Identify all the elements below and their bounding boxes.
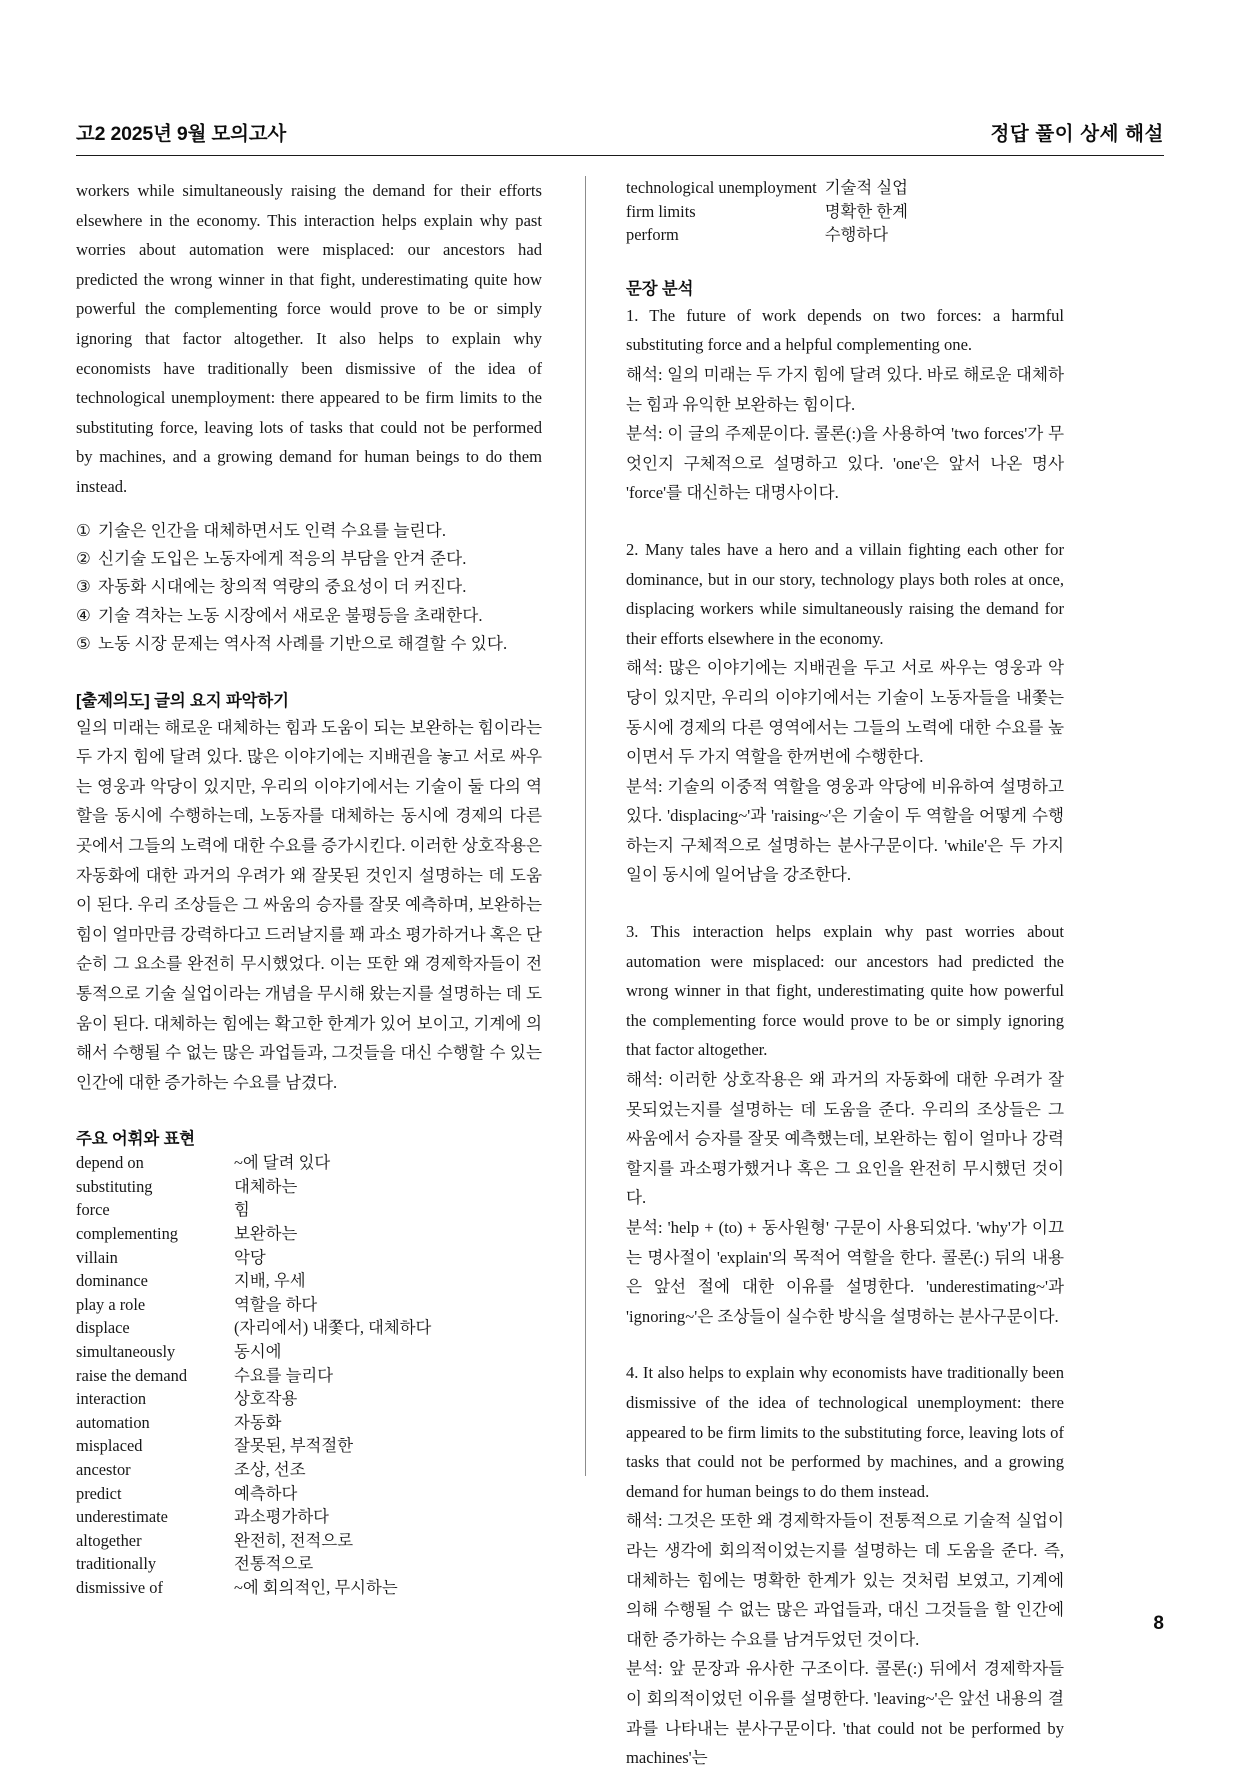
vocab-meaning: 자동화 (234, 1412, 282, 1432)
vocab-row (76, 1269, 542, 1293)
vocab-meaning: 잘못된, 부적절한 (234, 1436, 354, 1456)
question-intent-body: 일의 미래는 해로운 대체하는 힘과 도움이 되는 보완하는 힘이라는 두 가지 힘에 달려 있다. 많은 이야기에는 지배권을 놓고 서로 싸우는 영웅과 악당이 있지만, 우리의 이야기에서는 기술이 둘 다의 역할을 동시에 수행하는데, 노동자를 대체하는 동시에 경제의 다른 곳에서 그들의 노력에 대한 수요를 증가시킨다. 이러한 상호작용은 자동화에 대한 과거의 우려가 왜 잘못된 것인지 설명하는 데 도움이 된다. 우리 조상들은 그 싸움의 승자를 잘못 예측하며, 보완하는 힘이 얼마만큼 강력하다고 드러날지를 꽤 과소 평가하거나 혹은 단순히 그 요소를 완전히 무시했었다. 이는 또한 왜 경제학자들이 전통적으로 기술 실업이라는 개념을 무시해 왔는지를 설명하는 데 도움이 된다. 대체하는 힘에는 확고한 한계가 있어 보이고, 기계에 의해서 수행될 수 없는 많은 과업들과, 그것들을 대신 수행할 수 있는 인간에 대한 증가하는 수요를 남겼다. (76, 717, 542, 1092)
analysis-item (626, 1358, 1064, 1772)
vocab-term: force (76, 1200, 110, 1220)
choice-item[interactable] (76, 517, 542, 545)
choice-text: 노동 시장 문제는 역사적 사례를 기반으로 해결할 수 있다. (97, 634, 508, 654)
passage-continued-paragraph: workers while simultaneously raising the demand for their efforts elsewhere in the economy. This interaction helps explain why past worries about automation were misplaced: our ancestors had predicted the wrong winner in that fight, underestimating quite how powerful the complementing force would prove to be or simply ignoring that factor altogether. It also helps to explain why economists have traditionally been dismissive of the idea of technological unemployment: there appeared to be firm limits to the substituting force, leaving lots of tasks that could not be performed by machines, and a growing demand for human beings to do them instead. (76, 181, 542, 496)
choice-marker: ⑤ (76, 634, 91, 654)
analysis-translation: 해석: 그것은 또한 왜 경제학자들이 전통적으로 기술적 실업이라는 생각에 회의적이었는지를 설명하는 데 도움을 준다. 즉, 대체하는 힘에는 명확한 한계가 있는 것처럼 보였고, 기계에 의해 수행될 수 없는 많은 과업들과, 대신 그것들을 할 인간에 대한 증가하는 수요를 남겨두었던 것이다. (626, 1511, 1064, 1649)
header-section-title: 정답 풀이 상세 해설 (990, 123, 1164, 145)
vocab-term: dominance (76, 1271, 148, 1291)
vocab-meaning: ~에 회의적인, 무시하는 (234, 1577, 398, 1597)
vocab-row (76, 1175, 542, 1199)
choice-text: 기술 격차는 노동 시장에서 새로운 불평등을 초래한다. (97, 605, 483, 625)
vocab-row (626, 176, 1064, 200)
choice-text: 자동화 시대에는 창의적 역량의 중요성이 더 커진다. (97, 577, 467, 597)
vocab-meaning: 상호작용 (234, 1389, 298, 1409)
vocab-meaning: 수행하다 (824, 225, 889, 245)
choice-marker: ④ (76, 605, 91, 625)
vocab-row (76, 1505, 542, 1529)
vocab-term: automation (76, 1412, 150, 1432)
vocab-meaning: 수요를 늘리다 (234, 1365, 334, 1385)
vocab-term: predict (76, 1483, 122, 1503)
vocab-term: villain (76, 1247, 118, 1267)
vocab-term: complementing (76, 1224, 178, 1244)
vocab-meaning: 명확한 한계 (824, 201, 908, 221)
vocabulary-heading: 주요 어휘와 표현 (76, 1130, 196, 1149)
vocab-row (76, 1222, 542, 1246)
vocab-meaning: (자리에서) 내쫓다, 대체하다 (234, 1318, 432, 1338)
choice-item[interactable] (76, 602, 542, 630)
vocab-row (76, 1364, 542, 1388)
vocab-term: underestimate (76, 1507, 168, 1527)
analysis-translation: 해석: 많은 이야기에는 지배권을 두고 서로 싸우는 영웅과 악당이 있지만, 우리의 이야기에서는 기술이 노동자들을 내쫓는 동시에 경제의 다른 영역에서는 그들의 노력에 대한 수요를 높이면서 두 가지 역할을 한꺼번에 수행한다. (626, 658, 1064, 767)
vocab-row (76, 1458, 542, 1482)
analysis-note: 분석: 기술의 이중적 역할을 영웅과 악당에 비유하여 설명하고 있다. 'displacing~'과 'raising~'은 기술이 두 역할을 어떻게 수행하는지 구체적으로 설명하는 분사구문이다. 'while'은 두 가지 일이 동시에 일어남을 강조한다. (626, 776, 1064, 885)
vocab-meaning: 예측하다 (234, 1483, 298, 1503)
page-number: 8 (1153, 1613, 1164, 1634)
vocabulary-table-continued (626, 176, 1064, 247)
vocab-meaning: 대체하는 (234, 1176, 298, 1196)
choice-item[interactable] (76, 545, 542, 573)
analysis-english: 3. This interaction helps explain why past worries about automation were misplaced: our ancestors had predicted the wrong winner in that fight, underestimating quite how powerful the complementing force would prove to be or simply ignoring that factor altogether. (626, 922, 1064, 1060)
vocab-row (76, 1529, 542, 1553)
vocab-row (76, 1246, 542, 1270)
choice-item[interactable] (76, 630, 542, 658)
analysis-item (626, 301, 1064, 508)
vocab-row (76, 1411, 542, 1435)
vocab-meaning: 전통적으로 (234, 1554, 314, 1574)
vocab-row (76, 1293, 542, 1317)
vocab-term: ancestor (76, 1460, 131, 1479)
vocab-meaning: 역할을 하다 (234, 1294, 318, 1314)
vocab-term: raise the demand (76, 1365, 188, 1385)
header-divider-rule (76, 155, 1164, 156)
vocab-term: perform (626, 225, 679, 245)
answer-choices-list (76, 517, 542, 659)
analysis-english: 2. Many tales have a hero and a villain fighting each other for dominance, but in our story, technology plays both roles at once, displacing workers while simultaneously raising the demand for their efforts elsewhere in the economy. (626, 539, 1064, 648)
vocab-row (76, 1198, 542, 1222)
page-header (76, 118, 1164, 146)
vocab-term: displace (76, 1318, 130, 1338)
vocab-row (626, 200, 1064, 224)
vocab-row (76, 1552, 542, 1576)
analysis-note: 분석: 'help + (to) + 동사원형' 구문이 사용되었다. 'why'가 이끄는 명사절이 'explain'의 목적어 역할을 한다. 콜론(:) 뒤의 내용은 앞선 절에 대한 이유를 설명한다. 'underestimating~'과 'ignoring~'은 조상들이 실수한 방식을 설명하는 분사구문이다. (626, 1218, 1064, 1326)
vocab-term: technological unemployment (626, 178, 817, 197)
choice-marker: ② (76, 548, 91, 568)
vocab-row (76, 1434, 542, 1458)
analysis-note: 분석: 앞 문장과 유사한 구조이다. 콜론(:) 뒤에서 경제학자들이 회의적이었던 이유를 설명한다. 'leaving~'은 앞선 내용의 결과를 나타내는 분사구문이다. 'that could not be performed by machines'는 (626, 1659, 1064, 1768)
choice-marker: ③ (76, 577, 91, 597)
sentence-analysis-heading: 문장 분석 (626, 279, 694, 298)
vocab-meaning: 기술적 실업 (824, 178, 908, 197)
vocab-meaning: 힘 (234, 1200, 250, 1220)
analysis-item (626, 917, 1064, 1331)
vocab-term: interaction (76, 1389, 147, 1409)
vocab-row (76, 1340, 542, 1364)
analysis-english: 1. The future of work depends on two forces: a harmful substituting force and a helpful complementing one. (626, 305, 1064, 355)
vocab-term: play a role (76, 1294, 146, 1314)
analysis-translation: 해석: 일의 미래는 두 가지 힘에 달려 있다. 바로 해로운 대체하는 힘과 유익한 보완하는 힘이다. (626, 364, 1064, 414)
choice-text: 기술은 인간을 대체하면서도 인력 수요를 늘린다. (97, 520, 447, 540)
vocab-term: firm limits (626, 201, 696, 221)
two-column-body (76, 176, 1164, 1768)
vocab-meaning: 과소평가하다 (234, 1507, 329, 1527)
choice-item[interactable] (76, 573, 542, 601)
analysis-note: 분석: 이 글의 주제문이다. 콜론(:)을 사용하여 'two forces'가 무엇인지 구체적으로 설명하고 있다. 'one'은 앞서 나온 명사 'force'를 대신하는 대명사이다. (626, 424, 1064, 503)
analysis-english: 4. It also helps to explain why economists have traditionally been dismissive of the idea of technological unemployment: there appeared to be firm limits to the substituting force, leaving lots of tasks that could not be performed by machines, and a growing demand for human beings to do them instead. (626, 1363, 1064, 1501)
header-exam-title: 고2 2025년 9월 모의고사 (76, 123, 286, 145)
vocab-term: substituting (76, 1176, 153, 1196)
vocab-row (76, 1387, 542, 1411)
choice-marker: ① (76, 520, 91, 540)
vocab-row (76, 1482, 542, 1506)
choice-text: 신기술 도입은 노동자에게 적응의 부담을 안겨 준다. (97, 548, 467, 568)
question-intent-heading: [출제의도] 글의 요지 파악하기 (76, 691, 289, 710)
vocab-term: depend on (76, 1153, 144, 1173)
vocabulary-table (76, 1151, 542, 1599)
vocab-meaning: 조상, 선조 (234, 1460, 306, 1479)
vocab-term: traditionally (76, 1554, 157, 1574)
vocab-meaning: 보완하는 (234, 1224, 298, 1244)
vocab-term: simultaneously (76, 1342, 176, 1362)
vocab-meaning: 동시에 (234, 1342, 282, 1362)
vocab-row (626, 223, 1064, 247)
vocab-term: altogether (76, 1530, 142, 1550)
left-column (76, 176, 554, 1597)
analysis-translation: 해석: 이러한 상호작용은 왜 과거의 자동화에 대한 우려가 잘못되었는지를 설명하는 데 도움을 준다. 우리의 조상들은 그 싸움에서 승자를 잘못 예측했는데, 보완하는 힘이 얼마나 강력할지를 과소평가했거나 혹은 그 요인을 완전히 무시했던 것이다. (626, 1070, 1064, 1208)
right-column (586, 176, 1064, 1768)
vocab-meaning: 지배, 우세 (234, 1271, 306, 1291)
vocab-meaning: ~에 달려 있다 (234, 1153, 331, 1173)
vocab-row (76, 1151, 542, 1175)
vocab-term: dismissive of (76, 1577, 163, 1597)
analysis-item (626, 535, 1064, 890)
vocab-meaning: 악당 (234, 1247, 266, 1267)
vocab-term: misplaced (76, 1436, 143, 1456)
vocab-row (76, 1576, 542, 1600)
vocab-meaning: 완전히, 전적으로 (234, 1530, 354, 1550)
vocab-row (76, 1316, 542, 1340)
